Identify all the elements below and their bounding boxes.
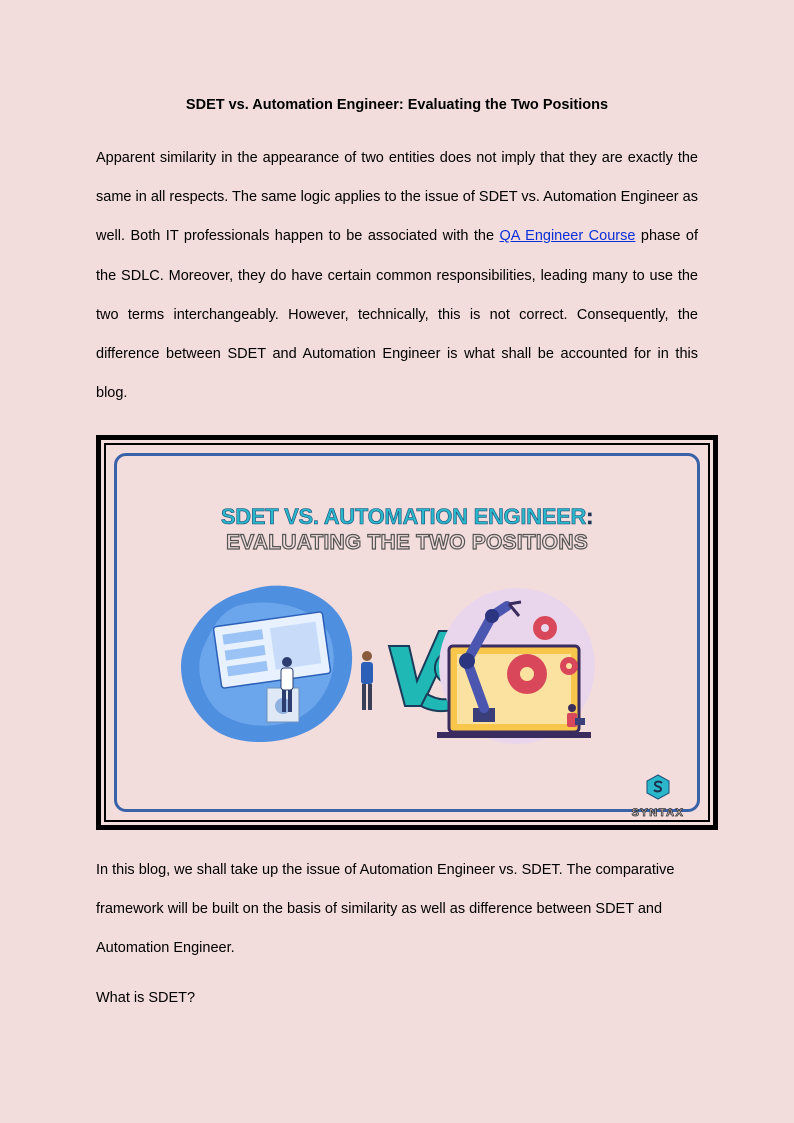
syntax-logo [627, 774, 689, 819]
intro-text-after-link: phase of the SDLC. Moreover, they do have certain common responsibilities, leading many to use the two terms interchangeably. However, technically, this is not correct. Consequently, the difference between SDET and Automation Engineer is what shall be accounted for in this blog. [96, 228, 698, 402]
page-title: SDET vs. Automation Engineer: Evaluating the Two Positions [185, 97, 609, 113]
sdet-illustration-icon [181, 586, 373, 742]
automation-illustration-icon [437, 588, 595, 744]
syntax-logo-text: SYNTAX [631, 807, 685, 819]
banner-illustration [117, 456, 707, 816]
section-heading-what-is-sdet: What is SDET? [96, 990, 196, 1006]
qa-engineer-course-link[interactable]: QA Engineer Course [499, 228, 636, 245]
intro-text-before-link: Apparent similarity in the appearance of two entities does not imply that they are exactly the same in all respects. The same logic applies to the issue of SDET vs. Automation Engineer as well. Both IT professionals happen to be associated with the [96, 150, 698, 245]
blog-banner-image [96, 435, 718, 830]
banner-panel [114, 453, 700, 819]
banner-title-line1: SDET VS. AUTOMATION ENGINEER: [220, 504, 594, 529]
syntax-logo-icon [645, 774, 671, 800]
second-paragraph: In this blog, we shall take up the issue of Automation Engineer vs. SDET. The comparative framework will be built on the basis of similarity as well as difference between SDET and Automation Engineer. [96, 862, 675, 957]
banner-title-line2: EVALUATING THE TWO POSITIONS [226, 531, 588, 554]
intro-paragraph [96, 139, 698, 413]
